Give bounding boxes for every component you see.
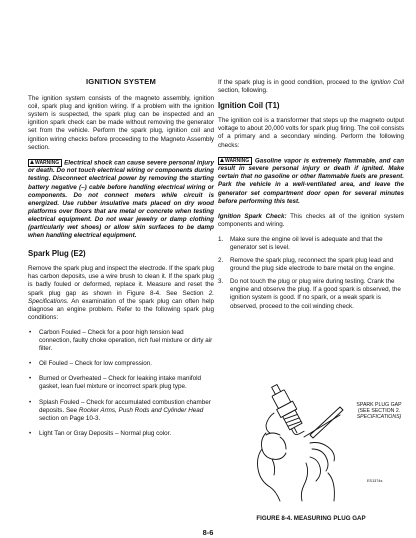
list-item: 2. Remove the spark plug, reconnect the spark plug lead and ground the plug side electrode to bare metal on the engine. <box>218 257 395 273</box>
gasoline-warning <box>218 157 404 206</box>
right-intro: If the spark plug is in good condition, proceed to the Ignition Coil section, following. <box>218 79 404 95</box>
list-item: • Splash Fouled – Check for accumulated combustion chamber deposits. See Rocker Arms, Push Rods and Cylinder Head section on Page 10-3. <box>28 399 214 423</box>
page-number: 8-6 <box>202 528 214 537</box>
spark-check-label: Ignition Spark Check: <box>218 212 287 220</box>
plug-conditions-list <box>28 329 214 438</box>
figure-caption: FIGURE 8-4. MEASURING PLUG GAP <box>256 515 366 522</box>
spark-plug-illustration <box>236 377 386 505</box>
spark-plug-gap-figure <box>236 377 402 505</box>
rocker-arms-reference: Rocker Arms, Push Rods and Cylinder Head <box>78 406 204 414</box>
list-item: 1. Make sure the engine oil level is adequate and that the generator set is level. <box>218 235 383 251</box>
left-column <box>28 78 214 445</box>
gasoline-warning-text: Gasoline vapor is extremely flammable, and can result in severe personal injury or death if ignited. Make certain that no gasoline or other flammable fuels are present. Park the vehicle in a well-ventilated area, and leave the generator set compartment door open for several minutes before performing this test. <box>218 157 404 205</box>
warning-badge: WARNING <box>28 159 62 167</box>
spark-check-steps <box>218 236 404 311</box>
ignition-coil-text: The ignition coil is a transformer that steps up the magneto output voltage to about 20,000 volts for spark plug firing. The coil consists of a primary and a secondary winding. Perform the following checks: <box>218 117 404 149</box>
spark-plug-heading: Spark Plug (E2) <box>28 249 86 259</box>
list-item: 3. Do not touch the plug or plug wire during testing. Crank the engine and observe the plug. If a good spark is observed, the ignition system is good. If no spark, or a weak spark is observed, proceed to the coil winding check. <box>218 278 401 310</box>
spark-plug-gap-label: SPARK PLUG GAP (SEE SECTION 2. SPECIFICATIONS) <box>356 402 402 421</box>
warning-triangle-icon <box>30 160 34 164</box>
list-item: • Burned or Overheated – Check for leaking intake manifold gasket, lean fuel mixture or incorrect spark plug type. <box>28 375 214 391</box>
list-item: • Oil Fouled – Check for low compression. <box>28 360 214 368</box>
figure-code: ES1374s <box>367 479 383 483</box>
ignition-coil-heading: Ignition Coil (T1) <box>218 101 280 111</box>
right-column <box>218 79 404 316</box>
spark-plug-text: Remove the spark plug and inspect the electrode. If the spark plug has carbon deposits, use a wire brush to clean it. If the spark plug is badly fouled or deformed, replace it. Measure and reset the spark plug gap as shown in Figure 8-4. See Section 2. Specifications. An examination of the spark plug can often help diagnose an engine problem. Refer to the following spark plug conditions: <box>28 265 214 321</box>
ignition-intro: The ignition system consists of the magneto assembly, ignition coil, spark plug and ignition wiring. If a problem with the ignition system is suspected, the spark plug can be inspected and an ignition spark check can be made without removing the generator set from the vehicle. Perform the spark plug, ignition coil and ignition wiring checks before proceeding to the Magneto Assembly section. <box>28 95 214 151</box>
list-item: • Carbon Fouled – Check for a poor high tension lead connection, faulty choke operation, rich fuel mixture or dirty air filter. <box>28 329 214 353</box>
spark-check-intro: Ignition Spark Check: This checks all of the ignition system components and wiring. <box>218 212 404 228</box>
electrical-warning <box>28 159 214 240</box>
warning-triangle-icon <box>220 158 224 162</box>
warning-badge: WARNING <box>218 157 252 165</box>
section-title: IGNITION SYSTEM <box>85 77 157 86</box>
list-item: • Light Tan or Gray Deposits – Normal plug color. <box>28 430 214 438</box>
ignition-coil-reference: Ignition Coil <box>370 79 404 86</box>
specifications-reference: 2. Specifications <box>28 289 214 305</box>
electrical-warning-text: Electrical shock can cause severe personal injury or death. Do not touch electrical wiring or components during testing. Disconnect electrical power by removing the starting battery negative (–) cable before handling electrical wiring or components. Do not connect meters while circuit is energized. Use rubber insulative mats placed on dry wood platforms over floors that are metal or concrete when testing electrical equipment. Do not wear jewelry or damp clothing (particularly wet shoes) or allow skin surfaces to be damp when handling electrical equipment. <box>28 159 214 240</box>
